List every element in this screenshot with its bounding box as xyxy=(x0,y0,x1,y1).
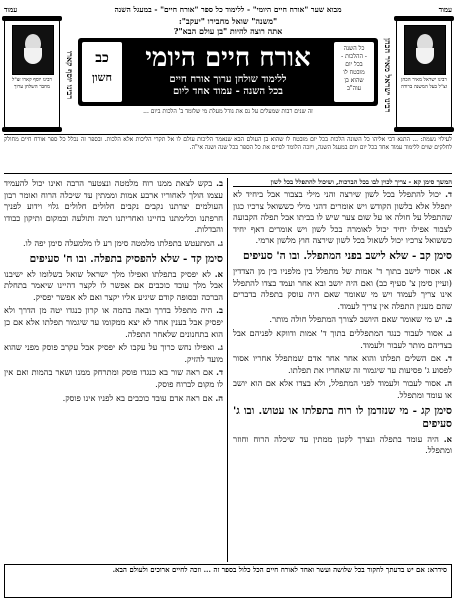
paragraph: ד. אם ראה שור בא כנגדו פוסק ומתרחק ממנו ושאר בהמות ואם אין לו מקום לברוח פוסק. xyxy=(4,367,223,389)
subhead-question-2: אתה רוצה להיות "בן עולם הבא"? xyxy=(173,26,283,36)
paragraph: ג. המתעטש בתפלתו מלמטה סימן רע לו מלמעלה סימן יפה לו. xyxy=(23,237,223,248)
footer-box: סידרא: אם יש בדעתך לחקור בכל שלושה ועשר ואחד לאורח חיים הכל כלול בספר זה ... וזכה לחיים ארוכים ולעולם הבא. xyxy=(4,564,452,598)
dedication-notice: לעילוי נשמת: ... התנא דבי אליהו כל השונה הלכות בכל יום מובטח לו שהוא בן העולם הבא שנאמר הליכות עולם לו אל תקרי הליכות אלא הלכות. ובספר זה נכלל כל ספר אורח חיים מחולק לחלקים שוים ללימוד עמוד אחד בכל יום ויום במעגל השנה, ויזכה הלומד לסיים את כל הספר בכל שנה ושנה אי"ה. xyxy=(4,134,452,174)
top-page-label-right: עמוד xyxy=(438,4,452,14)
left-column xyxy=(4,178,223,562)
left-vertical-text: רבינו יוסף קארו xyxy=(65,50,75,100)
top-strip xyxy=(4,2,452,16)
right-vertical-text: רבינו ישראל מאיר הכהן xyxy=(383,37,393,113)
left-portrait-caption: רבינו יוסף קארו זצ"ל מחבר השלחן ערוך xyxy=(12,77,52,90)
right-column-header: המשך סימן קא - צריך לכוין לבו בכל הברכות, ושיכול להתפלל בכל לשון xyxy=(233,178,452,187)
main-columns xyxy=(4,178,452,562)
paragraph: ב. היה מתפלל בדרך ובאה בהמה או קרון כנגדו יטה מן הדרך ולא יפסיק אבל בענין אחר לא יצא ממקומו עד שיגמור תפלתו אלא אם כן הוא בתחנונים שלאחר התפלה. xyxy=(4,305,223,339)
right-portrait-image xyxy=(404,25,446,75)
page-subtitle-2: בכל השנה - עמוד אחד ליום xyxy=(173,86,283,97)
column-divider xyxy=(227,178,228,562)
siman-heading: סימן קג - מי שנזדמן לו רוח בתפלתו או עטוש. ובו ג' סעיפים xyxy=(233,404,452,430)
title-banner xyxy=(78,38,378,106)
siman-heading: סימן קב - שלא לישב בפני המתפלל. ובו ה' סעיפים xyxy=(243,249,452,262)
title-block xyxy=(78,16,378,131)
paragraph: ה. אם ראה אדם עובד כוכבים בא לפניו אינו פוסק. xyxy=(62,392,223,403)
paragraph: א. היה עומד בתפלה ונצרך לקטן ממתין עד שיכלה הרוח וחוזר ומתפלל. xyxy=(233,433,452,456)
right-column xyxy=(233,178,452,562)
intro-text: זה שנים רבות שמעלים על נס את גודל מעלת מי שלומד ב' הלכות ביום ... xyxy=(143,108,313,115)
paragraph: ג. ואפילו נחש כרוך על עקבו לא יפסיק אבל עקרב פוסק מפני שהוא מועד להזיק. xyxy=(4,342,223,364)
right-portrait-caption: רבינו ישראל מאיר הכהן זצ"ל בעל המשנה ברורה xyxy=(400,77,448,90)
paragraph: ד. יכול להתפלל בכל לשון שירצה והני מילי בצבור אבל ביחיד לא יתפלל אלא בלשון הקודש ויש אומרים דהני מילי כששואל צרכיו כגון שהתפלל על חולה או על שום צער שיש לו בביתו אבל תפלה הקבועה לצבור אפילו יחיד יכול לאומרה בכל לשון ויש אומרים דאף יחיד כששואל צרכיו יכול לשאול בכל לשון שירצה חוץ מלשון ארמי. xyxy=(233,189,452,246)
left-portrait-image xyxy=(12,25,54,75)
page-title: אורח חיים היומי xyxy=(145,43,311,73)
page-subtitle-1: ללימוד שולחן ערוך אורח חיים xyxy=(169,74,287,85)
date-day: כב xyxy=(95,50,109,66)
paragraph: א. לא יפסיק בתפלתו ואפילו מלך ישראל שואל בשלומו לא ישיבנו אבל מלך עובד כוכבים אם אפשר לו לקצר דהיינו שיאמר בתחלת הברכה ובסופה קודם שיגיע אליו יקצר ואם לא אפשר יפסיק. xyxy=(4,268,223,302)
topic-box: כל השנה - ההלכות - בכל יום מובטח לו שהוא בן עוה"ב xyxy=(334,42,374,102)
siman-heading: סימן קד - שלא להפסיק בתפלה. ובו ח' סעיפים xyxy=(29,252,223,265)
right-scroll xyxy=(383,18,452,130)
paragraph: ג. אסור לעבור כנגד המתפללים בתוך ד' אמות ודווקא לפניהם אבל בצדיהם מותר לעבור ולעמוד. xyxy=(233,327,452,350)
header xyxy=(4,16,452,131)
paragraph: ה. אסור לעבור ולעמוד לפני המתפלל, ולא בצדו אלא אם הוא יושב או עומד ומתפלל. xyxy=(233,378,452,400)
top-page-label-left: עמוד xyxy=(4,4,18,14)
paragraph: ב. יש מי שאומר שאם היושב לצורך המתפלל חולה מותר. xyxy=(269,314,452,325)
paragraph: ב. בקש לצאת ממנו רוח מלמטה ונצטער הרבה ואינו יכול להעמיד עצמו הולך לאחוריו ארבע אמות וממתין עד שיכלה הרוח ואומר רבון העולמים יצרתנו נקבים נקבים חלולים חלולים גלוי וידוע לפניך חרפתנו וכלימתנו בחיינו ואחריתנו רמה ותולעה ובמקום ותיקון כבודו והבדלות. xyxy=(4,178,223,235)
subhead-question: "משנה" שואל מחבירו "יעקב": xyxy=(178,16,278,26)
top-center-caption: מבוא שער "אורח חיים היומי" - ללימוד כל ספר "אורח חיים" - במעגל השנה xyxy=(114,4,342,14)
paragraph: ד. אם השלים תפלתו והוא אחר אחר אדם שמתפלל אחריו אסור לפסוע ג' פסיעות עד שיגמור זה שאחריו את תפלתו. xyxy=(233,353,452,375)
date-month: חשון xyxy=(92,71,112,84)
date-box xyxy=(82,42,122,102)
paragraph: א. אסור לישב בתוך ד' אמות של מתפלל בין מלפניו בין מן הצדדין (ועיין סימן צ' סעיף כב) ואם היה יושב ובא אחר ועמד בצדו להתפלל אינו צריך לעמוד ויש מי שאומר שאם היה עוסק בתפלה בדברים שהם מענין התפלה אין צריך לעמוד. xyxy=(233,265,452,311)
left-scroll xyxy=(4,18,75,130)
